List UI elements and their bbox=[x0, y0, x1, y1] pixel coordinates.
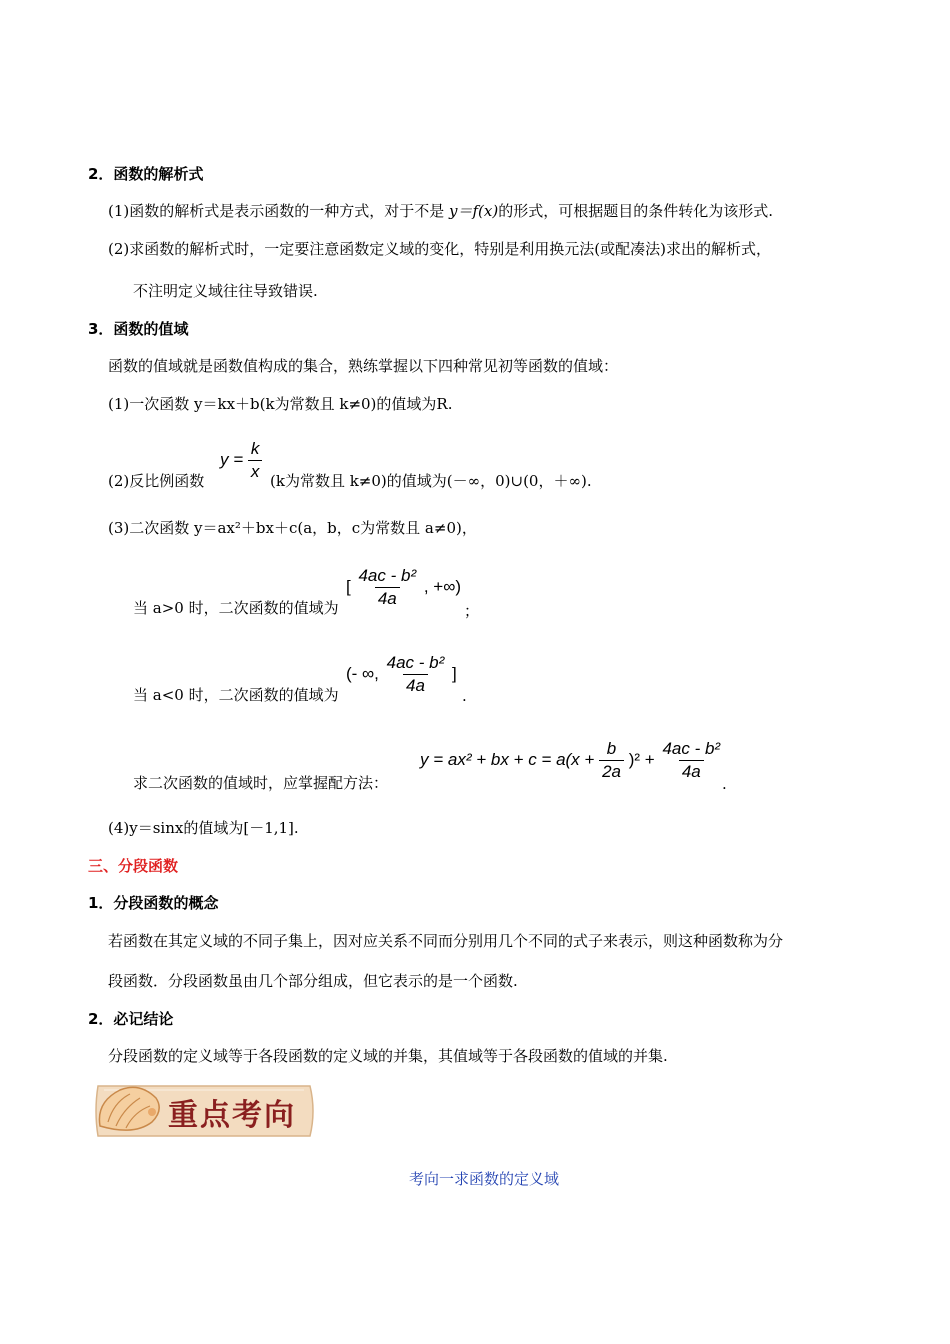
paragraph: 函数的值域就是函数值构成的集合，熟练掌握以下四种常见初等函数的值域： bbox=[108, 357, 619, 375]
paragraph: 分段函数的定义域等于各段函数的定义域的并集，其值域等于各段函数的值域的并集. bbox=[108, 1047, 668, 1065]
paragraph: 当 a>0 时，二次函数的值域为 bbox=[133, 599, 339, 617]
section-heading-conclusion: 2．必记结论 bbox=[88, 1010, 174, 1028]
paragraph: (1)函数的解析式是表示函数的一种方式，对于不是 y＝f(x)的形式，可根据题目的条件转化为该形式. bbox=[108, 202, 774, 220]
punctuation: ； bbox=[464, 602, 480, 620]
formula-inverse: y = $\frac{k}{x}$ bbox=[220, 438, 262, 483]
key-points-banner bbox=[90, 1080, 318, 1142]
list-item: (3)二次函数 y＝ax²＋bx＋c(a，b，c为常数且 a≠0)， bbox=[108, 519, 477, 537]
paragraph: 若函数在其定义域的不同子集上，因对应关系不同而分别用几个不同的式子来表示，则这种函数称为分 bbox=[108, 932, 784, 950]
shell-icon bbox=[94, 1082, 166, 1140]
section-heading-range: 3．函数的值域 bbox=[88, 320, 189, 338]
paragraph: 不注明定义域往往导致错误. bbox=[133, 282, 318, 300]
list-item-label: (2)反比例函数 bbox=[108, 472, 205, 490]
topic-link[interactable]: 考向一求函数的定义域 bbox=[409, 1170, 560, 1188]
chapter-title-piecewise: 三、分段函数 bbox=[88, 857, 179, 875]
formula-range-positive: [ $\frac{\text{4ac - b²}}{4a}$ , +∞) bbox=[346, 566, 461, 608]
punctuation: . bbox=[722, 775, 727, 793]
formula-range-negative: (- ∞, $\frac{\text{4ac - b²}}{4a}$ ] bbox=[346, 653, 457, 695]
list-item: (4)y＝sinx的值域为[－1,1]. bbox=[108, 819, 299, 837]
formula-complete-square: y = ax² + bx + c = a(x + $\frac{b}{2a}$ )² + $\frac{\text{4ac - b²}}{4a}$ bbox=[420, 739, 721, 781]
paragraph: 段函数．分段函数虽由几个部分组成，但它表示的是一个函数. bbox=[108, 972, 518, 990]
section-heading-formula: 2．函数的解析式 bbox=[88, 165, 204, 183]
list-item: (k为常数且 k≠0)的值域为(－∞，0)∪(0，＋∞). bbox=[270, 472, 592, 490]
paragraph: 求二次函数的值域时，应掌握配方法： bbox=[133, 774, 389, 792]
paragraph: (2)求函数的解析式时，一定要注意函数定义域的变化，特别是利用换元法(或配凑法)求出的解析式， bbox=[108, 240, 771, 258]
paragraph: 当 a<0 时，二次函数的值域为 bbox=[133, 686, 339, 704]
list-item: (1)一次函数 y＝kx＋b(k为常数且 k≠0)的值域为R. bbox=[108, 395, 453, 413]
banner-title: 重点考向 bbox=[168, 1098, 296, 1133]
section-heading-concept: 1．分段函数的概念 bbox=[88, 894, 219, 912]
punctuation: . bbox=[462, 687, 467, 705]
